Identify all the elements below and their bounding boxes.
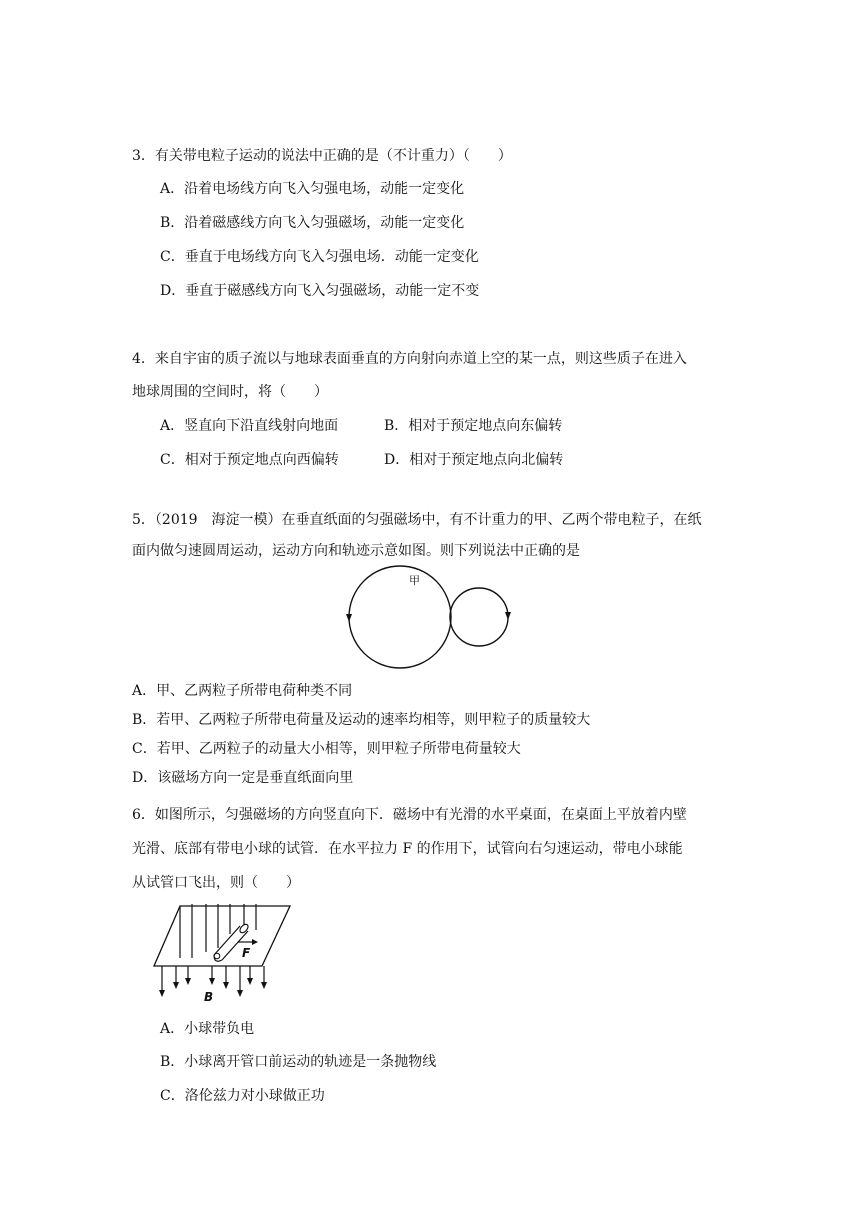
q6-stem-line3: 从试管口飞出，则（ ） <box>132 875 300 891</box>
q6-option-c: C．洛伦兹力对小球做正功 <box>160 1088 325 1104</box>
q5-option-b: B．若甲、乙两粒子所带电荷量及运动的速率均相等，则甲粒子的质量较大 <box>132 712 591 728</box>
q3-option-b: B．沿着磁感线方向飞入匀强磁场，动能一定变化 <box>160 215 465 231</box>
force-arrow <box>252 939 258 945</box>
q4-option-b: B．相对于预定地点向东偏转 <box>384 418 563 434</box>
q6-magnetic-field-figure <box>152 900 302 1005</box>
q5-stem-line2: 面内做匀速圆周运动，运动方向和轨迹示意如图。则下列说法中正确的是 <box>132 543 580 559</box>
q5-orbit-figure <box>345 562 525 672</box>
table-plane <box>154 906 290 966</box>
q4-option-c: C．相对于预定地点向西偏转 <box>160 452 339 468</box>
q3-option-c: C．垂直于电场线方向飞入匀强电场．动能一定变化 <box>160 249 479 265</box>
q6-option-a: A．小球带负电 <box>160 1021 255 1037</box>
force-label: F <box>242 946 251 960</box>
q6-option-b: B．小球离开管口前运动的轨迹是一条抛物线 <box>160 1054 437 1070</box>
q6-stem-line2: 光滑、底部有带电小球的试管．在水平拉力 F 的作用下，试管向右匀速运动，带电小球能 <box>132 841 683 857</box>
orbit-jia-label: 甲 <box>409 574 420 587</box>
q3-option-d: D．垂直于磁感线方向飞入匀强磁场，动能一定不变 <box>160 283 480 299</box>
q6-stem-line1: 6．如图所示，匀强磁场的方向竖直向下．磁场中有光滑的水平桌面，在桌面上平放着内壁 <box>132 807 687 823</box>
q5-option-d: D．该磁场方向一定是垂直纸面向里 <box>132 770 354 786</box>
q5-option-c: C．若甲、乙两粒子的动量大小相等，则甲粒子所带电荷量较大 <box>132 741 521 757</box>
orbit-jia-direction-arrow <box>346 614 352 622</box>
orbit-yi-direction-arrow <box>505 612 511 620</box>
q4-option-a: A．竖直向下沿直线射向地面 <box>160 418 339 434</box>
q3-option-a: A．沿着电场线方向飞入匀强电场，动能一定变化 <box>160 181 465 197</box>
q3-stem: 3．有关带电粒子运动的说法中正确的是（不计重力）（ ） <box>132 148 512 164</box>
q5-stem-line1: 5．（2019 海淀一模）在垂直纸面的匀强磁场中，有不计重力的甲、乙两个带电粒子，在纸 <box>132 512 702 528</box>
q4-stem-line1: 4．来自宇宙的质子流以与地球表面垂直的方向射向赤道上空的某一点，则这些质子在进入 <box>132 351 687 367</box>
field-label: B <box>204 990 214 1004</box>
charged-ball <box>214 953 220 959</box>
q4-option-d: D．相对于预定地点向北偏转 <box>384 452 564 468</box>
orbit-yi-circle <box>450 588 508 646</box>
q4-stem-line2: 地球周围的空间时，将（ ） <box>132 384 328 400</box>
orbit-jia-circle <box>349 566 451 668</box>
q5-option-a: A．甲、乙两粒子所带电荷种类不同 <box>132 683 353 699</box>
